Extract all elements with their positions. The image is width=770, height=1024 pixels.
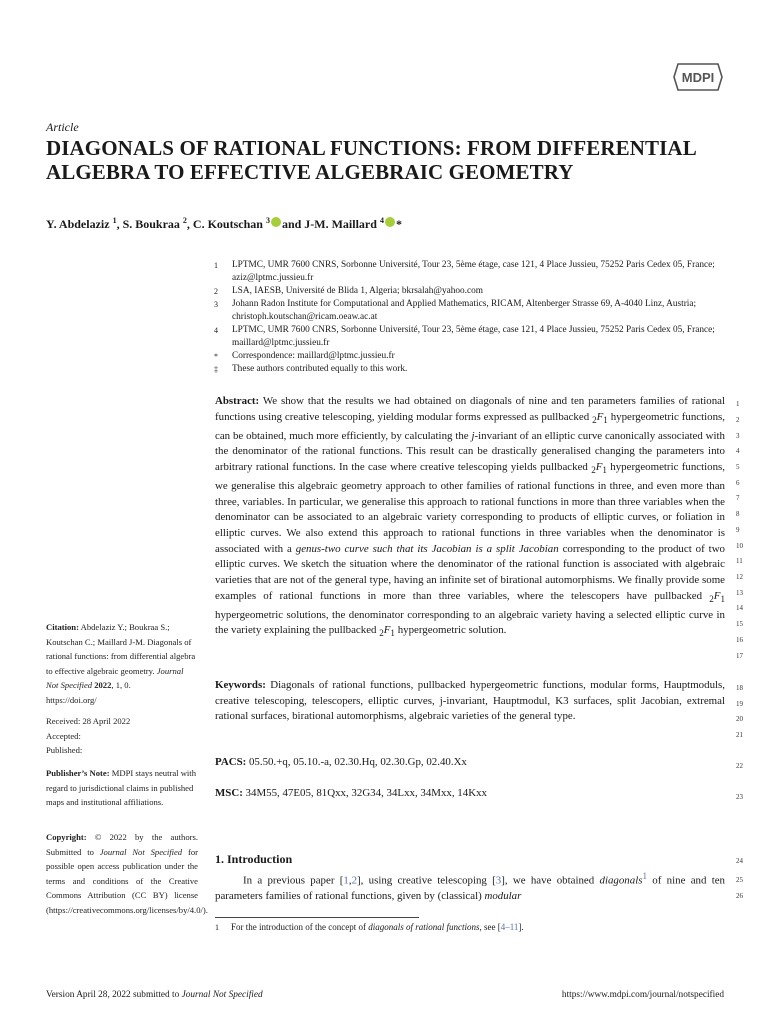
- citation-link[interactable]: 4–11: [500, 922, 519, 932]
- pacs-codes: PACS: 05.50.+q, 05.10.-a, 02.30.Hq, 02.30.Gp, 02.40.Xx: [215, 756, 467, 768]
- line-numbers: 1 2 3 4 5 6 7 8 9 10 11 12 13 14 15 16 17 18 19 20 21 22 23 24 25 26: [736, 400, 743, 900]
- received-date: Received: 28 April 2022: [46, 716, 131, 726]
- published-date: Published:: [46, 745, 83, 755]
- accepted-date: Accepted:: [46, 730, 81, 741]
- correspondence-note: * Correspondence: maillard@lptmc.jussieu.fr: [214, 351, 395, 361]
- affiliation-item: 2 LSA, IAESB, Université de Blida 1, Algeria; bkrsalah@yahoo.com: [214, 286, 484, 296]
- affiliation-item: 1 LPTMC, UMR 7600 CNRS, Sorbonne Université, Tour 23, 5ème étage, case 121, 4 Place Jussieu, 75252 Paris Cedex 05, France; aziz@lptmc.jussieu.fr: [214, 260, 715, 283]
- intro-paragraph: In a previous paper [1,2], using creative telescoping [3], we have obtained diagonals$^1$ of nine and ten parameters families of rational functions, given by (classical) modular: [215, 871, 726, 903]
- copyright-notice: Copyright: © 2022 by the authors. Submitted to Journal Not Specified for possible open access publication under the terms and conditions of the Creative Commons Attribution (CC BY) license (https://creativecommons.org/licenses/by/4.0/).: [46, 832, 208, 915]
- msc-codes: MSC: 34M55, 47E05, 81Qxx, 32G34, 34Lxx, 34Mxx, 14Kxx: [215, 787, 487, 799]
- abstract: Abstract: We show that the results we had obtained on diagonals of nine and ten parameters families of rational functions using creative telescoping, yielding modular forms expressed as pullbacked $_2F_1$ hypergeometric functions, can be obtained, much more efficiently, by calculating the j-invariant of an elliptic curve canonically associated with the denominator of the rational functions. This result can be drastically generalised changing the parameters into arbitrary rational functions. In the case where creative telescoping yields pullbacked $_2F_1$ hypergeometric functions, we generalise this algebraic geometry approach to other families of rational functions in three, and even more than three, variables. In particular, we generalise this approach to rational functions in more than three variables when the denominator can be associated to an algebraic variety corresponding to products of elliptic curves, or foliation in elliptic curves. We also extend this approach to rational functions in three variables when the denominator is associated with a genus-two curve such that its Jacobian is a split Jacobian corresponding to the product of two elliptic curves. We sketch the situation where the denominator of the rational function is associated with algebraic varieties that are not of the general type, having an infinite set of birational automorphisms. We finally provide some examples of rational functions in more than three variables, where the telescopers have pullbacked $_2F_1$ hypergeometric solutions, the denominator corresponding to an algebraic variety having a selected elliptic curve in the variety explaining the pullbacked $_2F_1$ hypergeometric solution.: [215, 395, 726, 639]
- article-type: Article: [46, 120, 79, 134]
- author-affil-ref: 4: [379, 216, 384, 225]
- abstract-label: Abstract:: [215, 395, 260, 407]
- equal-contribution-note: ‡ These authors contributed equally to this work.: [214, 364, 408, 374]
- doi-link[interactable]: https://doi.org/: [46, 694, 97, 705]
- citation-box: Citation: Abdelaziz Y.; Boukraa S.; Koutschan C.; Maillard J-M. Diagonals of rational functions: from differential algebra to effective algebraic geometry. Journal Not Specified 2022, 1, 0. https://doi.org/: [46, 622, 196, 705]
- orcid-icon[interactable]: [271, 217, 281, 227]
- author-list: Y. Abdelaziz $^1$, S. Boukraa $^2$, C. Koutschan $^3$ and J-M. Maillard $^4$ *: [46, 216, 402, 231]
- publisher-note: Publisher’s Note: MDPI stays neutral with regard to jurisdictional claims in published maps and institutional affiliations.: [46, 768, 196, 807]
- corresponding-mark: *: [395, 217, 402, 231]
- paper-title: DIAGONALS OF RATIONAL FUNCTIONS: FROM DIFFERENTIAL ALGEBRA TO EFFECTIVE ALGEBRAIC GEOMETRY: [46, 136, 696, 184]
- article-dates: [46, 714, 198, 758]
- author-name: Y. Abdelaziz: [46, 217, 110, 231]
- footnote: 1 For the introduction of the concept of diagonals of rational functions, see [4–11].: [215, 922, 524, 932]
- citation-link[interactable]: 3: [495, 874, 502, 887]
- author-affil-ref: 2: [182, 216, 187, 225]
- mdpi-logo: [668, 62, 724, 92]
- affiliations: [214, 259, 728, 376]
- footnote-link[interactable]: 1: [642, 871, 648, 881]
- author-name: C. Koutschan: [192, 217, 263, 231]
- journal-url[interactable]: https://www.mdpi.com/journal/notspecified: [561, 990, 724, 1000]
- author-affil-ref: 1: [112, 216, 117, 225]
- citation-link[interactable]: 1: [343, 874, 349, 887]
- footnote-divider: [215, 917, 419, 918]
- citation-link[interactable]: 2: [351, 874, 358, 887]
- affiliation-item: 3 Johann Radon Institute for Computational and Applied Mathematics, RICAM, Altenberger Strasse 69, A-4040 Linz, Austria; christoph.koutschan@ricam.oeaw.ac.at: [214, 299, 697, 322]
- author-affil-ref: 3: [265, 216, 270, 225]
- orcid-icon[interactable]: [385, 217, 395, 227]
- keywords: Keywords: Diagonals of rational functions, pullbacked hypergeometric functions, modular forms, Hauptmoduls, creative telescoping, telescopers, elliptic curves, j-invariant, Hauptmodul, K3 surfaces, split Jacobian, extremal rational surfaces, birational automorphisms, algebraic varieties of the general type.: [215, 679, 725, 723]
- author-name: and J-M. Maillard: [281, 217, 377, 231]
- section-heading: 1. Introduction: [215, 852, 293, 866]
- footer-version: Version April 28, 2022 submitted to Journal Not Specified: [46, 990, 263, 1000]
- affiliation-item: 4 LPTMC, UMR 7600 CNRS, Sorbonne Université, Tour 23, 5ème étage, case 121, 4 Place Jussieu, 75252 Paris Cedex 05, France; maillard@lptmc.jussieu.fr: [214, 325, 715, 348]
- author-name: S. Boukraa: [122, 217, 180, 231]
- svg-text:MDPI: MDPI: [681, 70, 715, 85]
